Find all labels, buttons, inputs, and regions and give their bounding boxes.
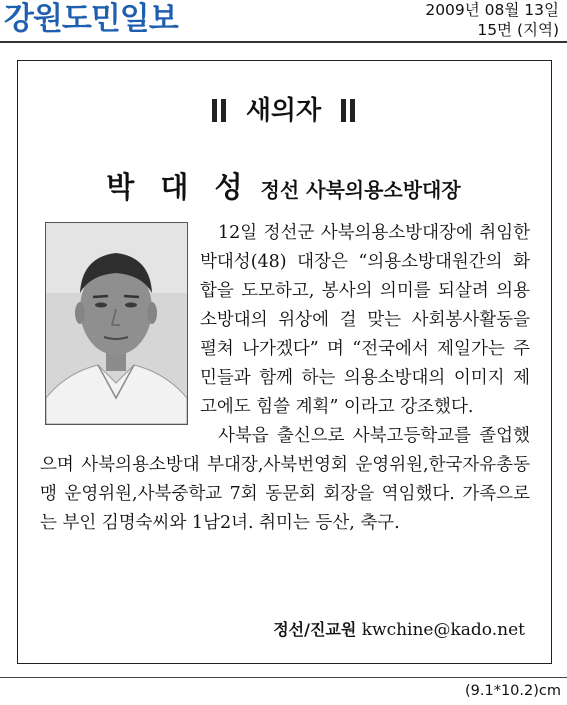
section-title: 새의자 bbox=[245, 96, 322, 126]
paragraph-text: 12일 정선군 사북의용소방대장에 취임한 박대성(48) 대장은 “의용소방대원간의 화합을 도모하고, 봉사의 의미를 되살려 의용소방대의 위상에 걸 맞는 사회봉사활동을 펼쳐 나가겠다” 며 “전국에서 제일가는 주민들과 함께 하는 의용소방대의 이미지 제고에도 힘쓸 계획” 이라고 강조했다. bbox=[200, 223, 530, 417]
article-headline bbox=[0, 165, 567, 206]
byline bbox=[273, 617, 525, 640]
article-body bbox=[40, 219, 530, 538]
issue-page-info: 15면 (지역) bbox=[477, 21, 559, 39]
masthead-rule bbox=[0, 41, 567, 43]
byline-email: kwchine@kado.net bbox=[361, 620, 525, 640]
left-bars-icon bbox=[210, 95, 228, 127]
article-paragraph bbox=[40, 422, 530, 538]
issue-date: 2009년 08월 13일 bbox=[425, 1, 559, 19]
paragraph-text: 사북읍 출신으로 사북고등학교를 졸업했으며 사북의용소방대 부대장,사북번영회 운영위원,한국자유총동맹 운영위원,사북중학교 7회 동문회 회장을 역임했다. 가족으로는 부인 김명숙씨와 1남2녀. 취미는 등산, 축구. bbox=[40, 426, 530, 533]
byline-name: 정선/진교원 bbox=[273, 620, 357, 639]
section-heading bbox=[0, 95, 567, 127]
person-title: 정선 사북의용소방대장 bbox=[260, 178, 461, 202]
right-bars-icon bbox=[339, 95, 357, 127]
footer-rule bbox=[0, 677, 567, 678]
clipping-dimensions: (9.1*10.2)cm bbox=[464, 683, 561, 699]
person-name: 박 대 성 bbox=[106, 170, 251, 204]
newspaper-masthead: 강원도민일보 bbox=[4, 1, 178, 37]
